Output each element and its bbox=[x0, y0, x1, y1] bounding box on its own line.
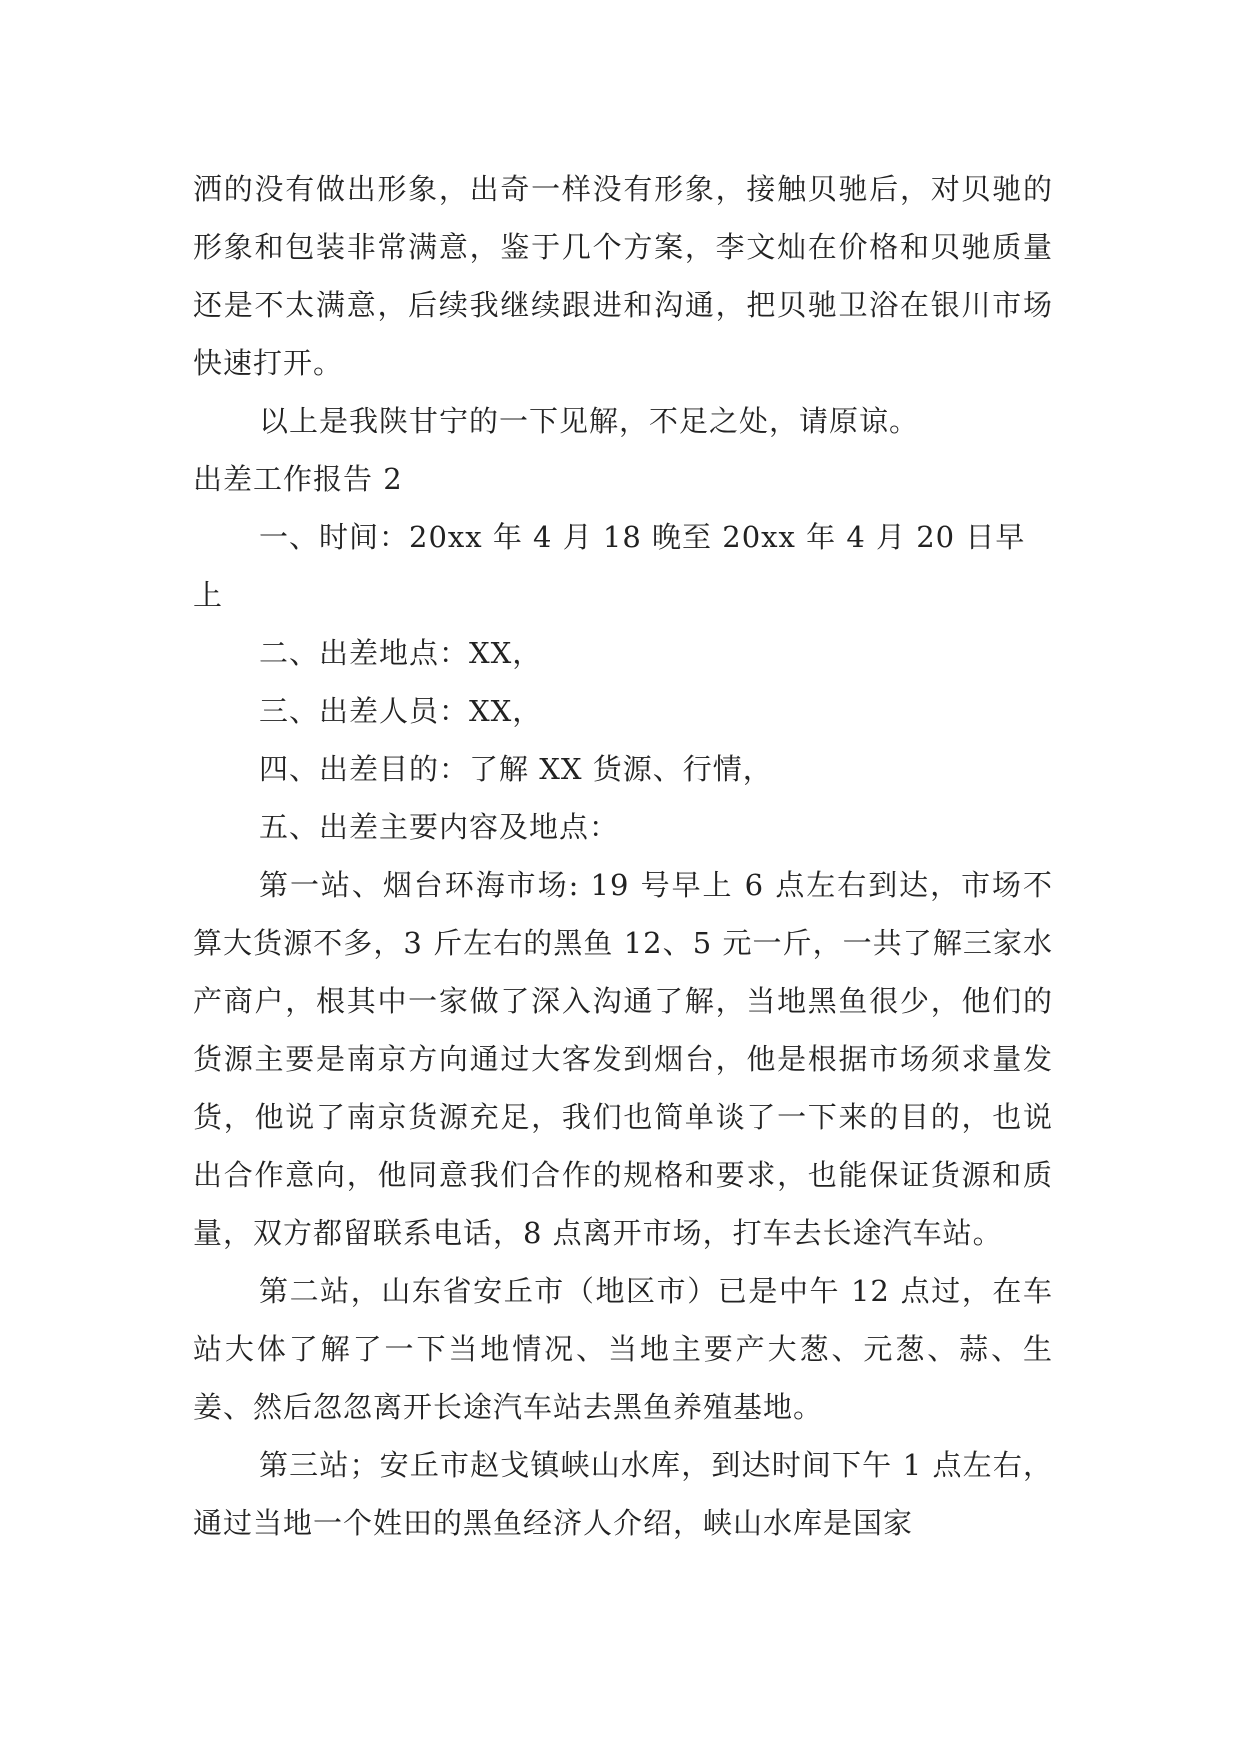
closing-paragraph: 以上是我陕甘宁的一下见解，不足之处，请原谅。 bbox=[259, 404, 920, 438]
item-main-content: 五、出差主要内容及地点： bbox=[259, 810, 620, 844]
item-time: 一、时间：20xx 年 4 月 18 晚至 20xx 年 4 月 20 日早上 bbox=[193, 520, 1026, 612]
station-two-paragraph: 第二站，山东省安丘市（地区市）已是中午 12 点过，在车站大体了解了一下当地情况、当地主要产大葱、元葱、蒜、生姜、然后忽忽离开长途汽车站去黑鱼养殖基地。 bbox=[193, 1274, 1053, 1424]
document-body bbox=[193, 160, 1053, 1552]
item-location: 二、出差地点：XX， bbox=[259, 636, 543, 670]
item-purpose: 四、出差目的：了解 XX 货源、行情， bbox=[259, 752, 773, 786]
intro-continuation-paragraph: 洒的没有做出形象，出奇一样没有形象，接触贝驰后，对贝驰的形象和包装非常满意，鉴于几个方案，李文灿在价格和贝驰质量还是不太满意，后续我继续跟进和沟通，把贝驰卫浴在银川市场快速打开。 bbox=[193, 172, 1053, 380]
report-title: 出差工作报告 2 bbox=[193, 462, 403, 496]
station-one-paragraph: 第一站、烟台环海市场: 19 号早上 6 点左右到达，市场不算大货源不多，3 斤左右的黑鱼 12、5 元一斤，一共了解三家水产商户，根其中一家做了深入沟通了解，当地黑鱼很少，他们的货源主要是南京方向通过大客发到烟台，他是根据市场须求量发货，他说了南京货源充足，我们也简单谈了一下来的目的，也说出合作意向，他同意我们合作的规格和要求，也能保证货源和质量，双方都留联系电话，8 点离开市场，打车去长途汽车站。 bbox=[193, 868, 1053, 1250]
item-personnel: 三、出差人员：XX， bbox=[259, 694, 543, 728]
station-three-paragraph: 第三站；安丘市赵戈镇峡山水库，到达时间下午 1 点左右，通过当地一个姓田的黑鱼经济人介绍，峡山水库是国家 bbox=[193, 1448, 1053, 1540]
